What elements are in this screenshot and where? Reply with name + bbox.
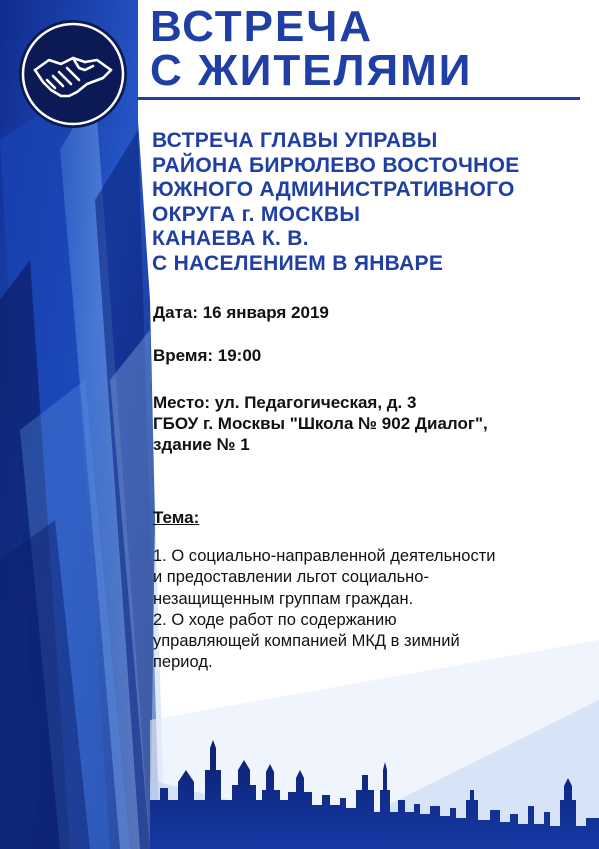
topic-heading: Тема: [153, 508, 200, 527]
title-line-1: ВСТРЕЧА [150, 2, 374, 51]
topic-line: и предоставлении льгот социально- [153, 568, 429, 587]
subtitle-line: РАЙОНА БИРЮЛЕВО ВОСТОЧНОЕ [152, 153, 520, 177]
topic-list [153, 546, 495, 674]
subtitle-line: ЮЖНОГО АДМИНИСТРАТИВНОГО [152, 178, 515, 201]
place-line: ГБОУ г. Москвы "Школа № 902 Диалог", [153, 414, 488, 433]
subtitle-line: ОКРУГА г. МОСКВЫ [152, 202, 361, 226]
subtitle-line: КАНАЕВА К. В. [152, 227, 309, 250]
place-line: здание № 1 [153, 435, 250, 454]
subtitle-line: ВСТРЕЧА ГЛАВЫ УПРАВЫ [152, 129, 438, 152]
topic-line: незащищенным группам граждан. [153, 589, 414, 608]
handshake-icon [17, 18, 129, 130]
subtitle-line: С НАСЕЛЕНИЕМ В ЯНВАРЕ [152, 251, 444, 275]
meeting-date: Дата: 16 января 2019 [153, 303, 329, 322]
topic-line: 2. О ходе работ по содержанию [153, 610, 397, 629]
meeting-time: Время: 19:00 [153, 346, 262, 365]
title-divider [137, 97, 580, 100]
topic-line: период. [153, 653, 213, 672]
meeting-place [153, 392, 488, 455]
title-line-2: С ЖИТЕЛЯМИ [150, 46, 473, 95]
meeting-subtitle [152, 129, 520, 276]
topic-line: 1. О социально-направленной деятельности [153, 547, 496, 565]
topic-line: управляющей компанией МКД в зимний [153, 632, 460, 651]
place-line: Место: ул. Педагогическая, д. 3 [153, 393, 417, 412]
